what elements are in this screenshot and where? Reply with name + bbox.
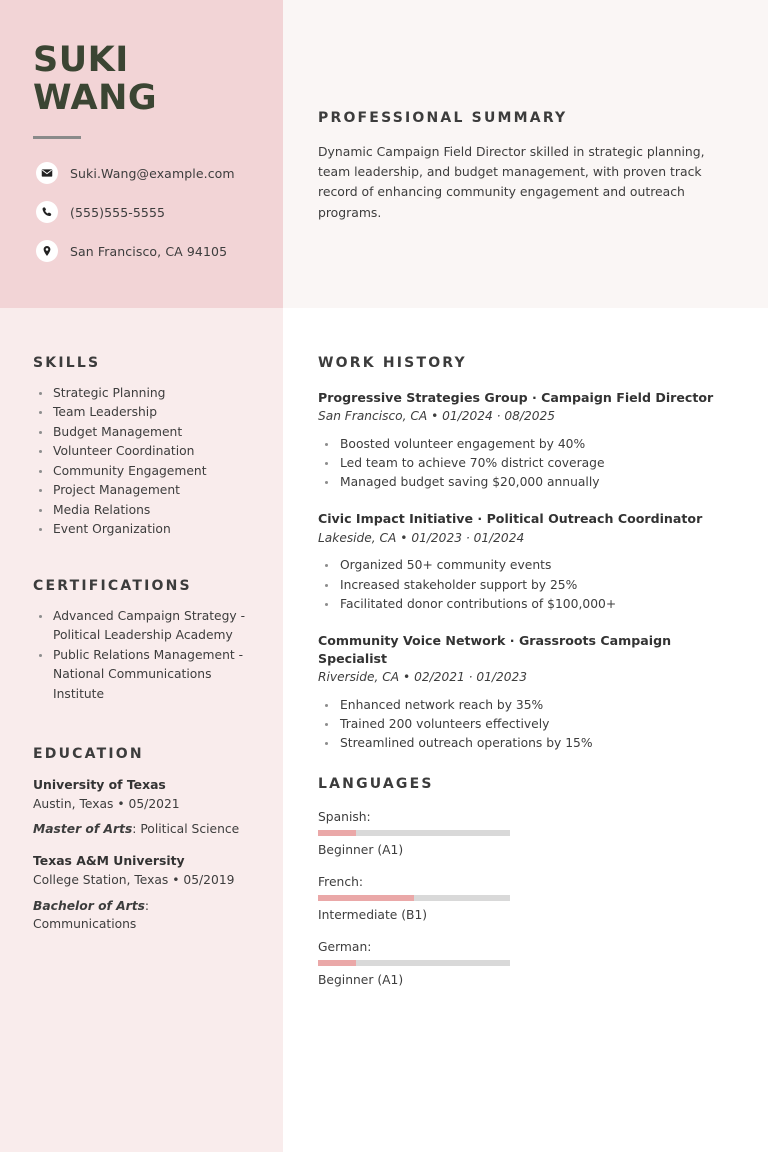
education-meta: Austin, Texas • 05/2021 xyxy=(33,796,180,811)
language-proficiency-bar xyxy=(318,895,510,901)
skill-item: Strategic Planning xyxy=(33,384,255,403)
education-degree xyxy=(33,820,255,838)
certification-item: Public Relations Management - National Communications Institute xyxy=(33,646,255,704)
skill-item: Project Management xyxy=(33,481,255,500)
skill-item: Volunteer Coordination xyxy=(33,442,255,461)
contact-location-text: San Francisco, CA 94105 xyxy=(70,243,228,259)
language-proficiency-fill xyxy=(318,960,356,966)
education-degree-field: : Communications xyxy=(33,898,150,931)
job-meta: San Francisco, CA • 01/2024 · 08/2025 xyxy=(318,409,556,424)
education-heading: EDUCATION xyxy=(33,746,144,762)
job-point: Managed budget saving $20,000 annually xyxy=(318,473,733,492)
language-proficiency-bar xyxy=(318,960,510,966)
work-history-entries xyxy=(318,389,733,753)
job-title: Progressive Strategies Group · Campaign Field Director xyxy=(318,390,714,405)
job-point: Increased stakeholder support by 25% xyxy=(318,576,733,595)
work-history-heading: WORK HISTORY xyxy=(318,355,467,371)
phone-icon xyxy=(36,201,58,223)
education-entry xyxy=(33,776,255,838)
job-points-list xyxy=(318,435,733,492)
job-point: Streamlined outreach operations by 15% xyxy=(318,734,733,753)
language-item xyxy=(318,873,513,925)
certification-item: Advanced Campaign Strategy - Political Leadership Academy xyxy=(33,607,255,646)
skills-list xyxy=(33,384,255,539)
professional-summary-heading: PROFESSIONAL SUMMARY xyxy=(318,110,568,126)
languages-section xyxy=(318,776,733,1003)
location-pin-icon xyxy=(36,240,58,262)
education-degree-name: Master of Arts xyxy=(33,822,133,837)
skills-section xyxy=(33,355,255,539)
last-name: WANG xyxy=(33,77,158,118)
certifications-section xyxy=(33,578,255,704)
job-point: Organized 50+ community events xyxy=(318,556,733,575)
language-name: French: xyxy=(318,874,364,889)
language-item xyxy=(318,938,513,990)
skills-heading: SKILLS xyxy=(33,355,101,371)
name-block xyxy=(33,42,273,139)
envelope-icon xyxy=(36,162,58,184)
job-meta: Lakeside, CA • 01/2023 · 01/2024 xyxy=(318,530,525,545)
work-history-entry xyxy=(318,510,733,613)
skill-item: Team Leadership xyxy=(33,403,255,422)
contact-list xyxy=(36,160,276,277)
contact-phone[interactable] xyxy=(36,199,276,225)
certifications-heading: CERTIFICATIONS xyxy=(33,578,192,594)
languages-heading: LANGUAGES xyxy=(318,776,434,792)
skill-item: Event Organization xyxy=(33,520,255,539)
contact-phone-text: (555)555-5555 xyxy=(70,204,166,220)
first-name: SUKI xyxy=(33,40,129,80)
job-point: Enhanced network reach by 35% xyxy=(318,696,733,715)
language-item xyxy=(318,808,513,860)
contact-email-text: Suki.Wang@example.com xyxy=(70,165,235,181)
job-title: Community Voice Network · Grassroots Campaign Specialist xyxy=(318,632,672,666)
languages-grid xyxy=(318,808,733,1003)
work-history-entry xyxy=(318,632,733,754)
education-degree xyxy=(33,897,255,934)
professional-summary-section xyxy=(318,110,733,223)
contact-email[interactable] xyxy=(36,160,276,186)
work-history-section xyxy=(318,355,733,753)
language-name: Spanish: xyxy=(318,810,371,824)
skill-item: Media Relations xyxy=(33,501,255,520)
education-section xyxy=(33,746,255,933)
professional-summary-text: Dynamic Campaign Field Director skilled in strategic planning, team leadership, and budget management, with proven track record of enhancing community engagement and outreach programs. xyxy=(318,144,705,220)
language-name: German: xyxy=(318,939,372,954)
education-entry xyxy=(33,852,255,933)
job-point: Trained 200 volunteers effectively xyxy=(318,715,733,734)
language-level: Beginner (A1) xyxy=(318,973,404,988)
contact-location[interactable] xyxy=(36,238,276,264)
education-entries xyxy=(33,776,255,933)
language-proficiency-bar xyxy=(318,830,510,836)
name-divider xyxy=(33,136,81,139)
education-meta: College Station, Texas • 05/2019 xyxy=(33,873,235,888)
job-points-list xyxy=(318,696,733,753)
language-proficiency-fill xyxy=(318,895,414,901)
skill-item: Budget Management xyxy=(33,423,255,442)
language-level: Beginner (A1) xyxy=(318,843,404,858)
job-point: Boosted volunteer engagement by 40% xyxy=(318,435,733,454)
education-degree-field: : Political Science xyxy=(132,822,240,837)
work-history-entry xyxy=(318,389,733,492)
language-proficiency-fill xyxy=(318,830,356,836)
job-point: Led team to achieve 70% district coverage xyxy=(318,454,733,473)
job-point: Facilitated donor contributions of $100,000+ xyxy=(318,595,733,614)
skill-item: Community Engagement xyxy=(33,462,255,481)
job-meta: Riverside, CA • 02/2021 · 01/2023 xyxy=(318,670,527,685)
education-degree-name: Bachelor of Arts xyxy=(33,898,145,913)
education-school: University of Texas xyxy=(33,777,166,792)
language-level: Intermediate (B1) xyxy=(318,908,428,923)
education-school: Texas A&M University xyxy=(33,853,185,869)
job-points-list xyxy=(318,556,733,613)
certifications-list xyxy=(33,607,255,704)
job-title: Civic Impact Initiative · Political Outreach Coordinator xyxy=(318,511,703,527)
